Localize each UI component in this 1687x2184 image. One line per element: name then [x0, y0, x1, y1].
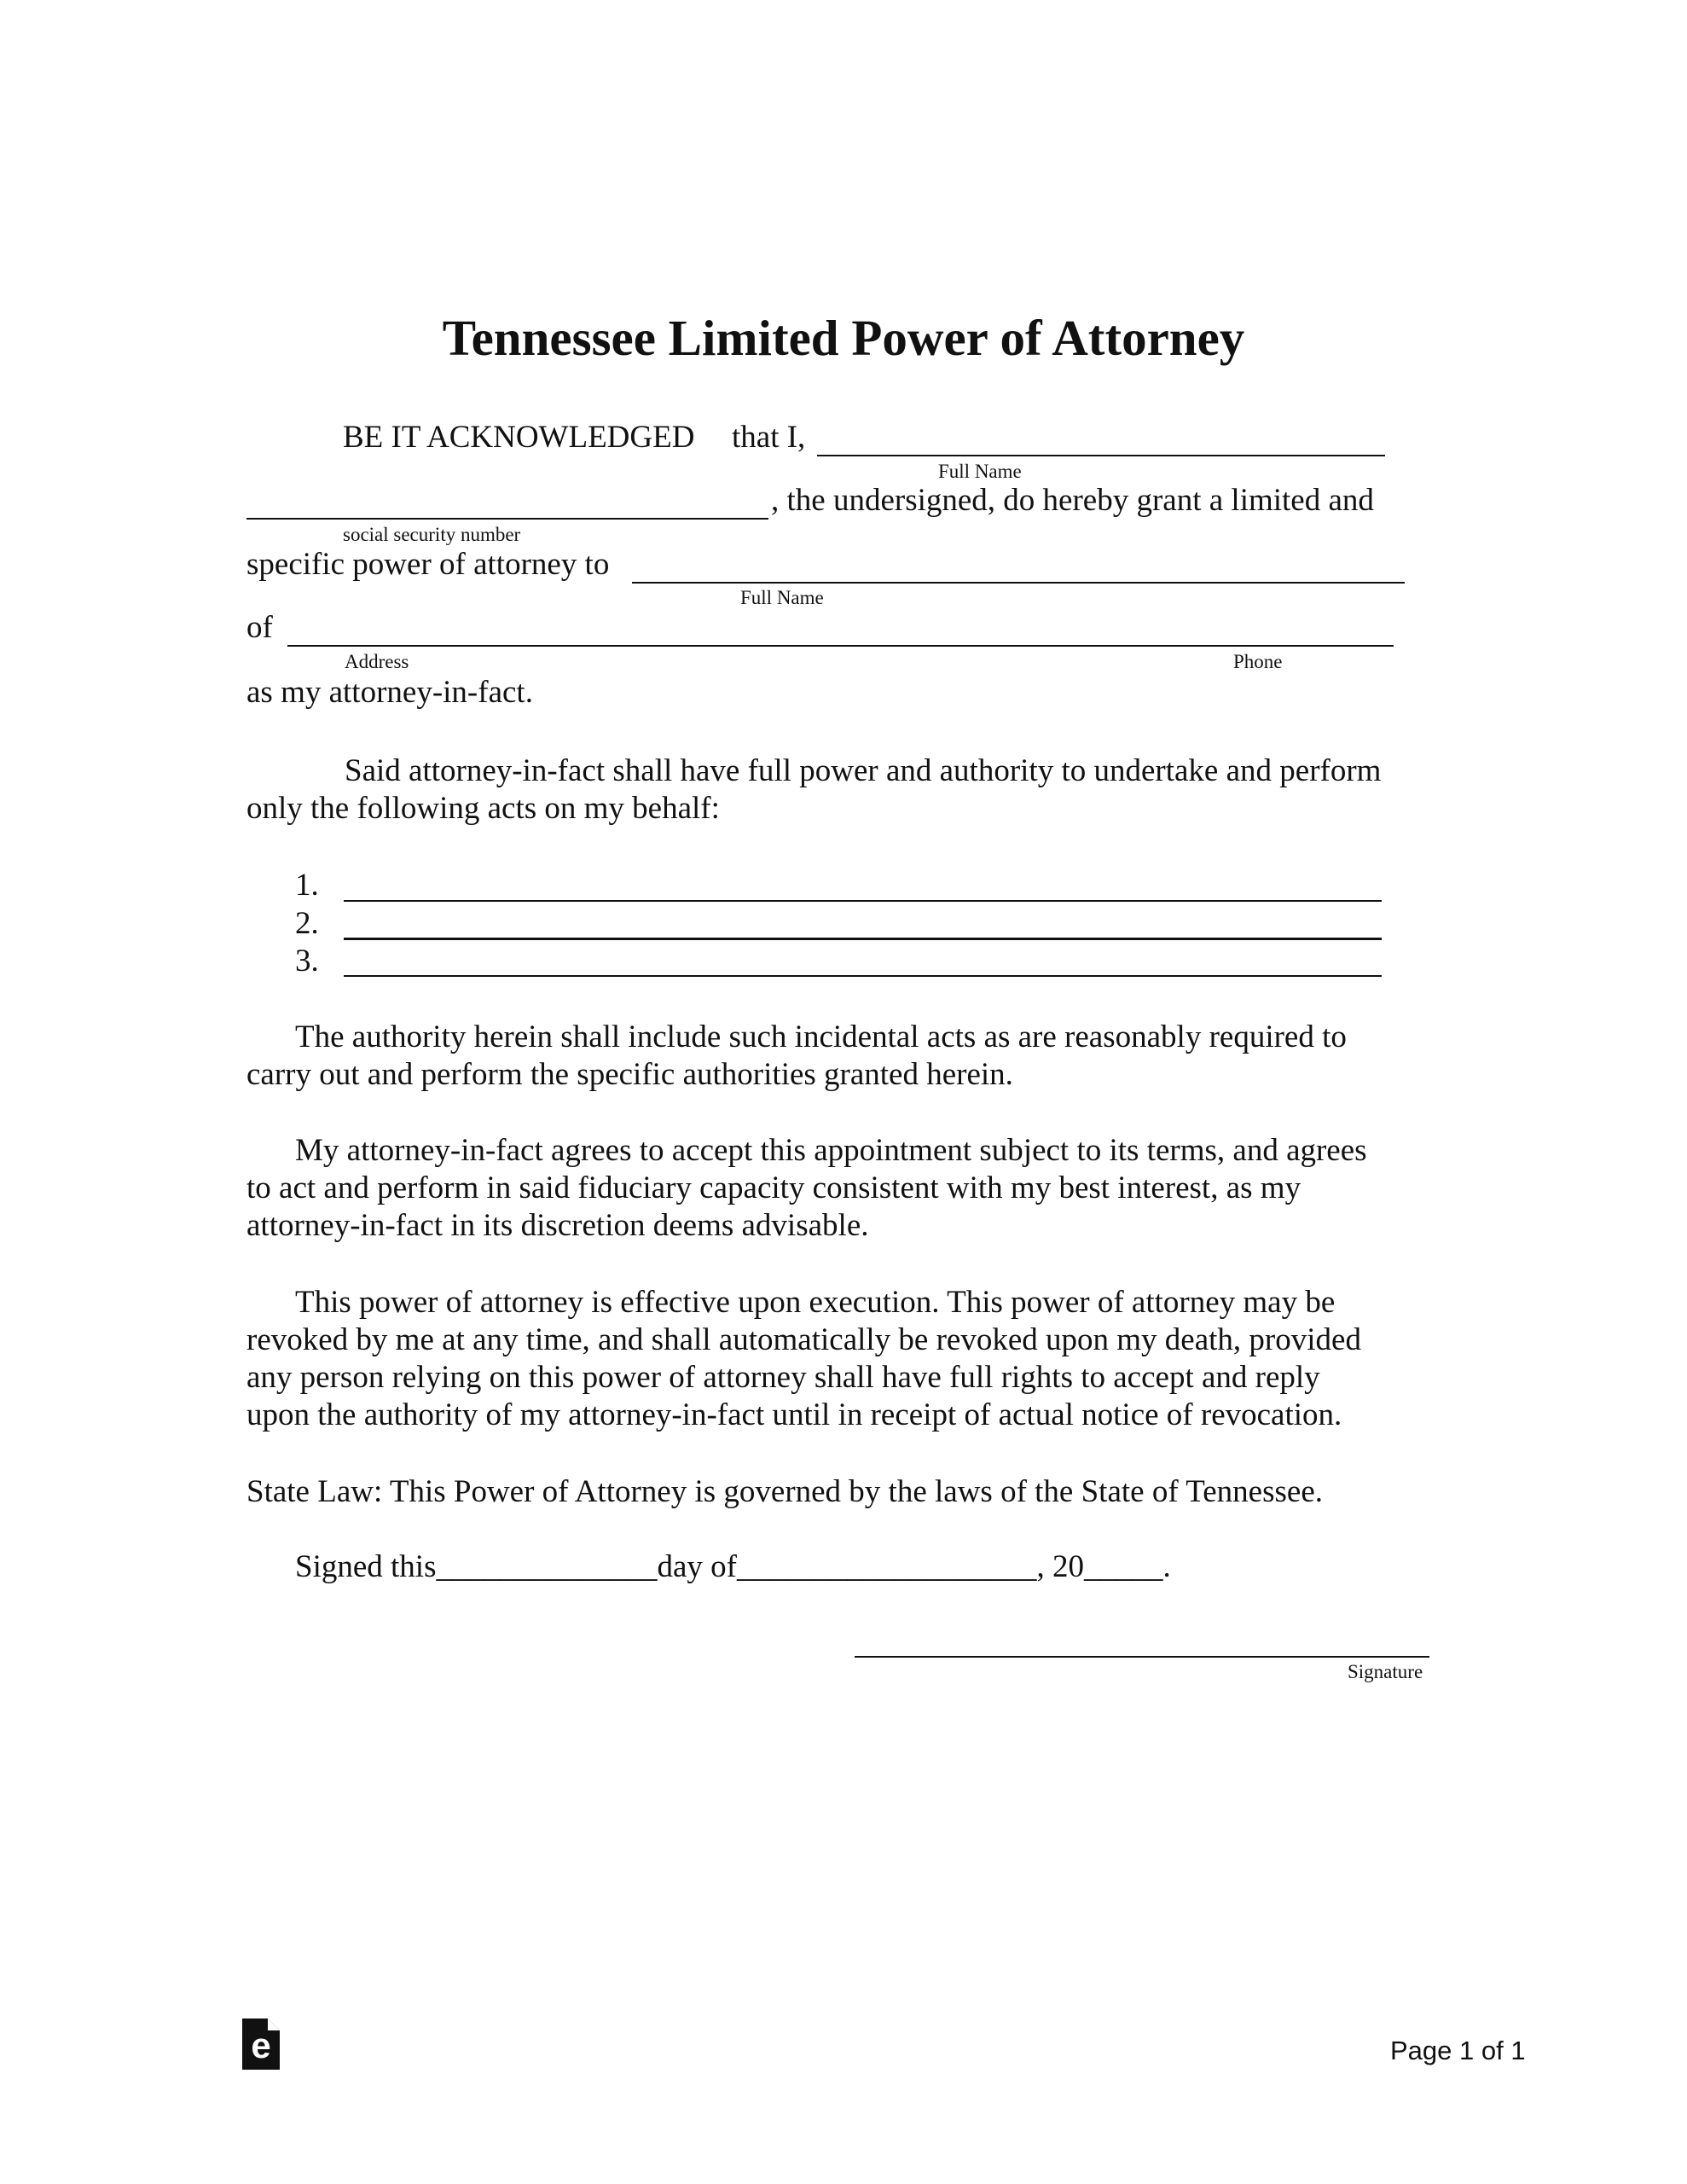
act-field-2[interactable] — [344, 938, 1382, 940]
ack-that-i: that I, — [732, 420, 806, 455]
phone-label: Phone — [1233, 651, 1283, 672]
said-paragraph-line-1: Said attorney-in-fact shall have full power and authority to undertake and perform — [345, 753, 1382, 788]
logo-letter: e — [251, 2025, 271, 2065]
ssn-field[interactable] — [246, 518, 768, 520]
effective-paragraph-line-3: any person relying on this power of attorney shall have full rights to accept and reply — [246, 1360, 1320, 1395]
specific-text: specific power of attorney to — [246, 547, 610, 582]
effective-paragraph-line-2: revoked by me at any time, and shall automatically be revoked upon my death, provided — [246, 1322, 1361, 1357]
said-paragraph-line-2: only the following acts on my behalf: — [246, 791, 720, 826]
effective-paragraph-line-1: This power of attorney is effective upon execution. This power of attorney may be — [295, 1285, 1336, 1320]
ssn-label: social security number — [343, 524, 521, 545]
act-number-3: 3. — [295, 944, 319, 979]
state-law-text: State Law: This Power of Attorney is governed by the laws of the State of Tennessee. — [246, 1474, 1323, 1509]
authority-paragraph-line-1: The authority herein shall include such incidental acts as are reasonably required to — [295, 1019, 1347, 1054]
signature-field[interactable] — [855, 1656, 1429, 1658]
address-label: Address — [345, 651, 409, 672]
address-phone-field[interactable] — [287, 645, 1394, 647]
of-text: of — [246, 610, 273, 645]
document-title: Tennessee Limited Power of Attorney — [442, 310, 1245, 366]
attorney-in-fact-text: as my attorney-in-fact. — [246, 675, 533, 710]
full-name-label: Full Name — [938, 461, 1022, 482]
act-field-1[interactable] — [344, 900, 1382, 902]
signature-label: Signature — [1348, 1661, 1423, 1682]
signed-date-line: Signed this______________day of___________________, 20_____. — [295, 1549, 1171, 1584]
effective-paragraph-line-4: upon the authority of my attorney-in-fact until in receipt of actual notice of revocation. — [246, 1397, 1342, 1432]
authority-paragraph-line-2: carry out and perform the specific authorities granted herein. — [246, 1057, 1013, 1092]
act-number-2: 2. — [295, 906, 319, 941]
act-field-3[interactable] — [344, 975, 1382, 977]
ack-lead: BE IT ACKNOWLEDGED — [343, 420, 695, 455]
act-number-1: 1. — [295, 868, 319, 903]
attorney-name-field[interactable] — [632, 582, 1405, 584]
page-number: Page 1 of 1 — [1390, 2036, 1526, 2065]
agree-paragraph-line-2: to act and perform in said fiduciary capacity consistent with my best interest, as my — [246, 1170, 1301, 1205]
undersigned-text: , the undersigned, do hereby grant a limited and — [771, 483, 1374, 518]
agree-paragraph-line-3: attorney-in-fact in its discretion deems advisable. — [246, 1208, 869, 1243]
full-name-label-2: Full Name — [740, 587, 824, 608]
logo-icon — [242, 2018, 280, 2070]
agree-paragraph-line-1: My attorney-in-fact agrees to accept this appointment subject to its terms, and agrees — [295, 1133, 1367, 1168]
full-name-field[interactable] — [817, 455, 1385, 456]
